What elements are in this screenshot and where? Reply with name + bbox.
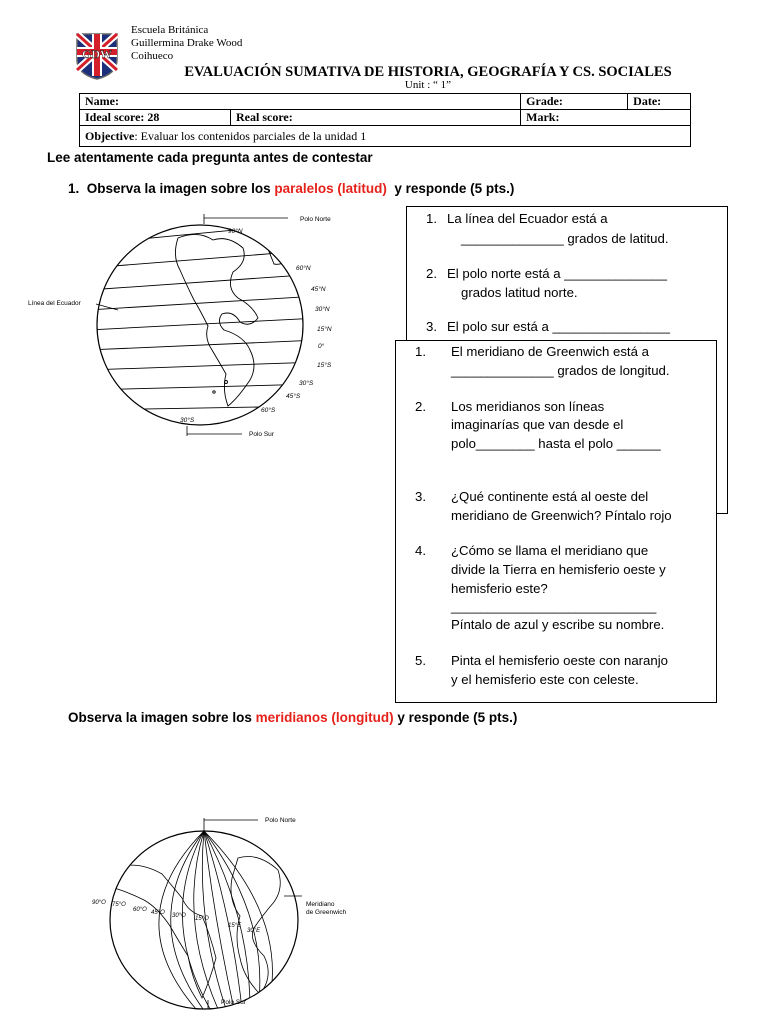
svg-text:30°S: 30°S <box>299 380 314 387</box>
school-line: Guillermina Drake Wood <box>131 37 243 49</box>
objective-text: : Evaluar los contenidos parciales de la unidad 1 <box>134 128 367 143</box>
instruction: Lee atentamente cada pregunta antes de contestar <box>47 150 373 165</box>
svg-text:30°E: 30°E <box>247 928 261 934</box>
question-2-heading: Observa la imagen sobre los meridianos (longitud) y responde (5 pts.) <box>68 710 518 725</box>
parallels-globe <box>28 210 358 445</box>
logo-text: GDW <box>82 47 112 61</box>
answer-blank[interactable]: polo________ hasta el polo ______ <box>451 436 661 451</box>
unit-label: Unit : “ 1” <box>404 79 452 91</box>
svg-text:30°S: 30°S <box>180 417 195 424</box>
meridians-globe <box>78 808 378 1018</box>
latitude-questions-box: 1. La línea del Ecuador está a ______________ grados de latitud. 2. El polo norte está a ______________ grados latitud norte. 3. El polo sur está a ________________ <box>406 206 728 514</box>
svg-text:45°O: 45°O <box>151 910 165 916</box>
answer-blank[interactable]: ______________ grados de latitud. <box>461 231 669 246</box>
label-polo-sur-2: Polo Sur <box>221 999 246 1006</box>
label-linea-ecuador: Línea del Ecuador <box>28 300 81 307</box>
svg-text:de Greenwich: de Greenwich <box>306 909 347 916</box>
svg-text:60°N: 60°N <box>296 265 311 272</box>
label-meridiano-greenwich: Meridiano <box>306 901 335 908</box>
question-1-heading: 1. Observa la imagen sobre los paralelos (latitud) y responde (5 pts.) <box>68 181 515 196</box>
svg-text:45°N: 45°N <box>311 286 326 293</box>
svg-text:30°N: 30°N <box>315 306 330 313</box>
longitude-questions-box: 1. El meridiano de Greenwich está a ______________ grados de longitud. 2. Los meridianos son líneas imaginarías que van desde el polo________ hasta el polo ______ 3. ¿Qué continente está al oeste del meridiano de Greenwich? Píntalo rojo 4. ¿Cómo se llama el meridiano que divide la Tierra en hemisferio oeste y hemisferio este? ____________________________ Píntalo de azul y escribe su nombre. 5. Pinta el hemisferio oeste con naranjo y el hemisferio este con celeste. <box>395 340 717 703</box>
svg-text:30°O: 30°O <box>172 913 186 919</box>
svg-text:75°O: 75°O <box>112 902 126 908</box>
svg-text:15°E: 15°E <box>228 923 242 929</box>
grade-field-label[interactable]: Grade: <box>526 94 563 108</box>
objective-label: Objective <box>85 128 135 143</box>
highlight-paralelos: paralelos (latitud) <box>274 181 387 196</box>
school-line: Coihueco <box>131 50 174 62</box>
svg-text:15°N: 15°N <box>317 326 332 333</box>
answer-blank[interactable]: ______________ grados de longitud. <box>451 363 670 378</box>
svg-text:90°N: 90°N <box>228 228 243 235</box>
svg-text:90°O: 90°O <box>92 900 106 906</box>
answer-blank[interactable]: ____________________________ <box>451 599 657 614</box>
date-field-label[interactable]: Date: <box>633 94 662 108</box>
svg-text:15°O: 15°O <box>195 916 209 922</box>
answer-blank[interactable]: El polo norte está a ______________ <box>447 266 667 281</box>
answer-blank[interactable]: El polo sur está a ________________ <box>447 319 670 334</box>
label-polo-norte: Polo Norte <box>300 216 331 223</box>
info-table <box>79 93 691 147</box>
real-score-field[interactable]: Real score: <box>236 110 293 124</box>
ideal-score: Ideal score: 28 <box>85 110 160 124</box>
svg-text:0°: 0° <box>318 343 325 350</box>
label-polo-norte-2: Polo Norte <box>265 817 296 824</box>
school-line: Escuela Británica <box>131 24 209 36</box>
svg-text:45°S: 45°S <box>286 393 301 400</box>
school-name <box>131 24 242 63</box>
highlight-meridianos: meridianos (longitud) <box>255 710 394 725</box>
name-field-label[interactable]: Name: <box>85 94 119 108</box>
exam-title: EVALUACIÓN SUMATIVA DE HISTORIA, GEOGRAFÍA Y CS. SOCIALES <box>184 64 672 80</box>
label-polo-sur: Polo Sur <box>249 431 274 438</box>
svg-text:60°O: 60°O <box>133 907 147 913</box>
svg-text:60°S: 60°S <box>261 407 276 414</box>
svg-text:15°S: 15°S <box>317 362 332 369</box>
mark-field[interactable]: Mark: <box>526 110 560 124</box>
